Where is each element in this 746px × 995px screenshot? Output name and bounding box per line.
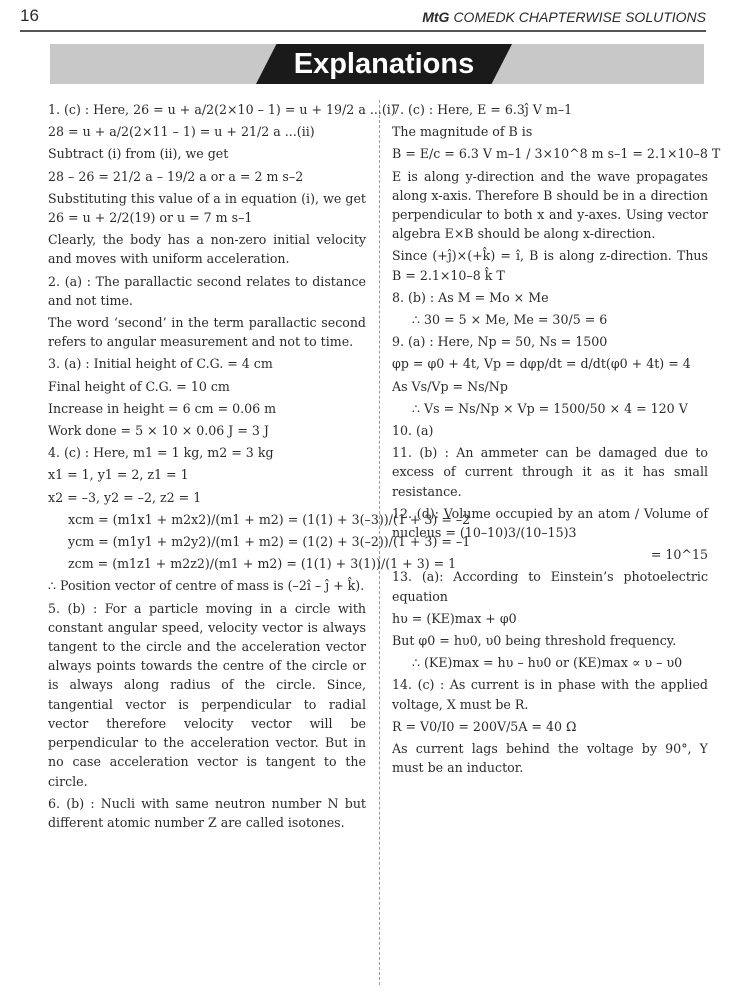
q1-line3: Subtract (i) from (ii), we get	[48, 146, 229, 162]
right-column	[392, 100, 721, 781]
q4-xcm: xcm = (m1x1 + m2x2)/(m1 + m2) = (1(1) + 3(–3))/(1 + 3) = –2	[68, 511, 471, 527]
q2-line1: 2. (a) : The parallactic second relates to distance and not time.	[48, 273, 366, 308]
q7-line2: The magnitude of B is	[392, 124, 533, 140]
q6-text: 6. (b) : Nucli with same neutron number N but different atomic number Z are called isotones.	[48, 795, 366, 830]
q11-text: 11. (b) : An ammeter can be damaged due to excess of current through it as it has small resistance.	[392, 445, 708, 499]
running-head-text: COMEDK CHAPTERWISE SOLUTIONS	[453, 9, 706, 25]
page-number: 16	[20, 6, 39, 25]
q1-line5: Substituting this value of a in equation (i), we get 26 = u + 2/2(19) or u = 7 m s–1	[48, 190, 366, 226]
q3-line1: 3. (a) : Initial height of C.G. = 4 cm	[48, 356, 273, 372]
q7-line3: B = E/c = 6.3 V m–1 / 3×10^8 m s–1 = 2.1×10–8 T	[392, 146, 721, 162]
header-rule	[20, 30, 706, 32]
q5-text: 5. (b) : For a particle moving in a circle with constant angular speed, velocity vector is always tangent to the circle and the acceleration vector always points towards the centre of the circle or is always along radius of the circle. Since, tangential vector is perpendicular to radial vector therefore velocity vector will be perpendicular to the acceleration vector. But in no case acceleration vector is tangent to the circle.	[48, 600, 366, 789]
q1-line1: 1. (c) : Here, 26 = u + a/2(2×10 – 1) = u + 19/2 a ...(i)	[48, 102, 396, 117]
q12-line2: = 10^15	[650, 547, 708, 563]
running-head	[422, 9, 706, 25]
q1-line4: 28 – 26 = 21/2 a – 19/2 a or a = 2 m s–2	[48, 168, 304, 184]
q9-line1: 9. (a) : Here, Np = 50, Ns = 1500	[392, 334, 608, 350]
q4-zcm: zcm = (m1z1 + m2z2)/(m1 + m2) = (1(1) + 3(1))/(1 + 3) = 1	[68, 556, 457, 572]
q4-line3: x2 = –3, y2 = –2, z2 = 1	[48, 489, 202, 505]
q14-line2: R = V0/I0 = 200V/5A = 40 Ω	[392, 718, 577, 734]
q13-line2: hυ = (KE)max + φ0	[392, 610, 517, 626]
q9-line3: As Vs/Vp = Ns/Np	[392, 378, 508, 394]
q7-line5: Since (+ĵ)×(+k̂) = î, B is along z-direction. Thus B = 2.1×10–8 k̂ T	[392, 248, 708, 283]
q4-ycm: ycm = (m1y1 + m2y2)/(m1 + m2) = (1(2) + 3(–2))/(1 + 3) = –1	[68, 534, 471, 550]
q13-line4: ∴ (KE)max = hυ – hυ0 or (KE)max ∝ υ – υ0	[412, 655, 683, 671]
q12-line1: 12. (d): Volume occupied by an atom / Volume of nucleus = (10–10)3/(10–15)3	[392, 505, 708, 541]
q9-line4: ∴ Vs = Ns/Np × Vp = 1500/50 × 4 = 120 V	[412, 400, 688, 416]
q8-line1: 8. (b) : As M = Mo × Me	[392, 289, 549, 305]
q13-line3: But φ0 = hυ0, υ0 being threshold frequency.	[392, 633, 677, 649]
q7-line4: E is along y-direction and the wave propagates along x-axis. Therefore B should be in a direction perpendicular to both x and y-axes. Using vector algebra E×B should be along x-direction.	[392, 168, 708, 242]
brand-logo: MtG	[422, 9, 450, 25]
q4-line1: 4. (c) : Here, m1 = 1 kg, m2 = 3 kg	[48, 445, 274, 461]
q4-line2: x1 = 1, y1 = 2, z1 = 1	[48, 467, 189, 483]
q9-line2: φp = φ0 + 4t, Vp = dφp/dt = d/dt(φ0 + 4t) = 4	[392, 356, 691, 372]
q4-line4: ∴ Position vector of centre of mass is (–2î – ĵ + k̂).	[48, 578, 365, 594]
q1-line2: 28 = u + a/2(2×11 – 1) = u + 21/2 a ...(ii)	[48, 124, 315, 140]
q2-line2: The word ‘second’ in the term parallactic second refers to angular measurement and not to time.	[48, 315, 366, 350]
q13-line1: 13. (a): According to Einstein’s photoelectric equation	[392, 569, 708, 604]
q8-line2: ∴ 30 = 5 × Me, Me = 30/5 = 6	[412, 312, 608, 328]
q1-line6: Clearly, the body has a non-zero initial velocity and moves with uniform acceleration.	[48, 232, 366, 267]
q14-line1: 14. (c) : As current is in phase with the applied voltage, X must be R.	[392, 677, 708, 712]
q7-line1: 7. (c) : Here, E = 6.3ĵ V m–1	[392, 102, 573, 117]
q3-line2: Final height of C.G. = 10 cm	[48, 378, 230, 394]
page-title: Explanations	[293, 48, 475, 80]
q3-line3: Increase in height = 6 cm = 0.06 m	[48, 400, 277, 416]
q10-text: 10. (a)	[392, 423, 434, 439]
q14-line3: As current lags behind the voltage by 90°, Y must be an inductor.	[392, 741, 708, 776]
q3-line4: Work done = 5 × 10 × 0.06 J = 3 J	[48, 423, 269, 439]
